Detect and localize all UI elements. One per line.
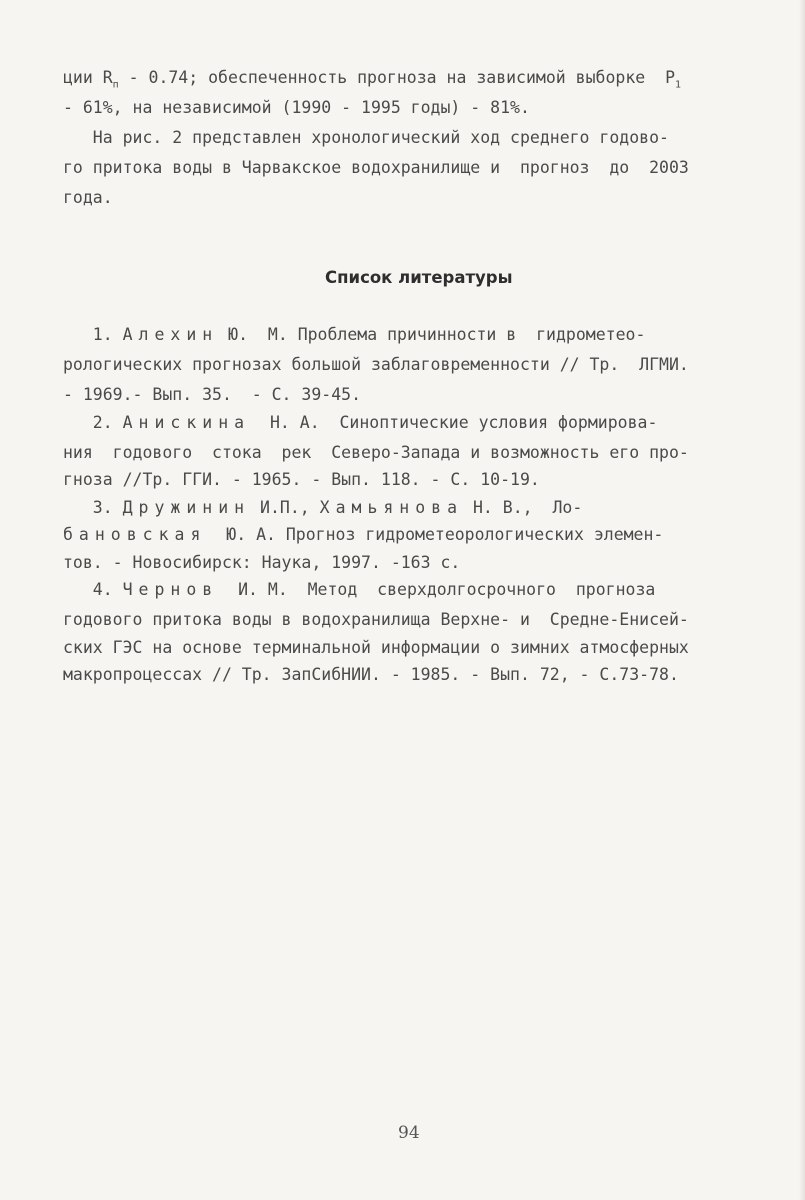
reference-number: 3.	[63, 498, 123, 517]
paragraph2-line3: года.	[63, 188, 113, 207]
reference-1-line1	[63, 325, 645, 345]
references-heading: Список литературы	[325, 268, 513, 287]
page-edge-shadow	[799, 0, 805, 1200]
reference-text: Н. В., Ло-	[463, 498, 583, 517]
paragraph1-line1	[63, 68, 681, 95]
reference-3-line1	[63, 498, 582, 518]
page-number: 94	[398, 1123, 420, 1143]
text-fragment: ции R	[63, 68, 113, 87]
reference-author: Алехин	[122, 325, 219, 344]
reference-4-line1	[63, 580, 655, 600]
reference-1-line3: - 1969.- Вып. 35. - С. 39-45.	[63, 385, 362, 404]
reference-author: Дружинин	[122, 498, 251, 517]
reference-author: Чернов	[122, 580, 219, 599]
paragraph1-line2: - 61%, на независимой (1990 - 1995 годы) - 81%.	[63, 98, 530, 117]
reference-3-line3: тов. - Новосибирск: Наука, 1997. -163 с.	[63, 553, 461, 572]
reference-author: Анискина	[122, 413, 251, 432]
reference-2-line1	[63, 413, 657, 433]
paragraph2-line2: го притока воды в Чарвакское водохранилище и прогноз до 2003	[63, 158, 689, 177]
subscript: 1	[675, 79, 682, 91]
reference-author: бановская	[63, 525, 207, 544]
subscript: п	[112, 79, 119, 91]
reference-4-line2: годового притока воды в водохранилища Верхне- и Средне-Енисей-	[63, 610, 689, 629]
reference-number: 4.	[63, 580, 123, 599]
reference-author: Хамьянова	[319, 498, 464, 517]
reference-text: Ю. А. Прогноз гидрометеорологических элемен-	[206, 525, 664, 544]
reference-text: Н. А. Синоптические условия формирова-	[250, 413, 658, 432]
text-fragment: - 0.74; обеспеченность прогноза на зависимой выборке P	[118, 68, 675, 87]
reference-text: И. М. Метод сверхдолгосрочного прогноза	[218, 580, 656, 599]
reference-3-line2	[63, 525, 663, 545]
reference-4-line3: ских ГЭС на основе терминальной информации о зимних атмосферных	[63, 638, 689, 657]
reference-text: И.П.,	[250, 498, 320, 517]
reference-number: 1.	[63, 325, 123, 344]
reference-2-line3: гноза //Тр. ГГИ. - 1965. - Вып. 118. - С. 10-19.	[63, 470, 540, 489]
reference-2-line2: ния годового стока рек Северо-Запада и возможность его про-	[63, 443, 689, 462]
reference-text: Ю. М. Проблема причинности в гидрометео-	[218, 325, 646, 344]
reference-1-line2: рологических прогнозах большой заблаговременности // Тр. ЛГМИ.	[63, 355, 689, 374]
reference-4-line4: макропроцессах // Тр. ЗапСибНИИ. - 1985. - Вып. 72, - С.73-78.	[63, 665, 679, 684]
paragraph2-line1: На рис. 2 представлен хронологический ход среднего годово-	[63, 128, 669, 147]
reference-number: 2.	[63, 413, 123, 432]
